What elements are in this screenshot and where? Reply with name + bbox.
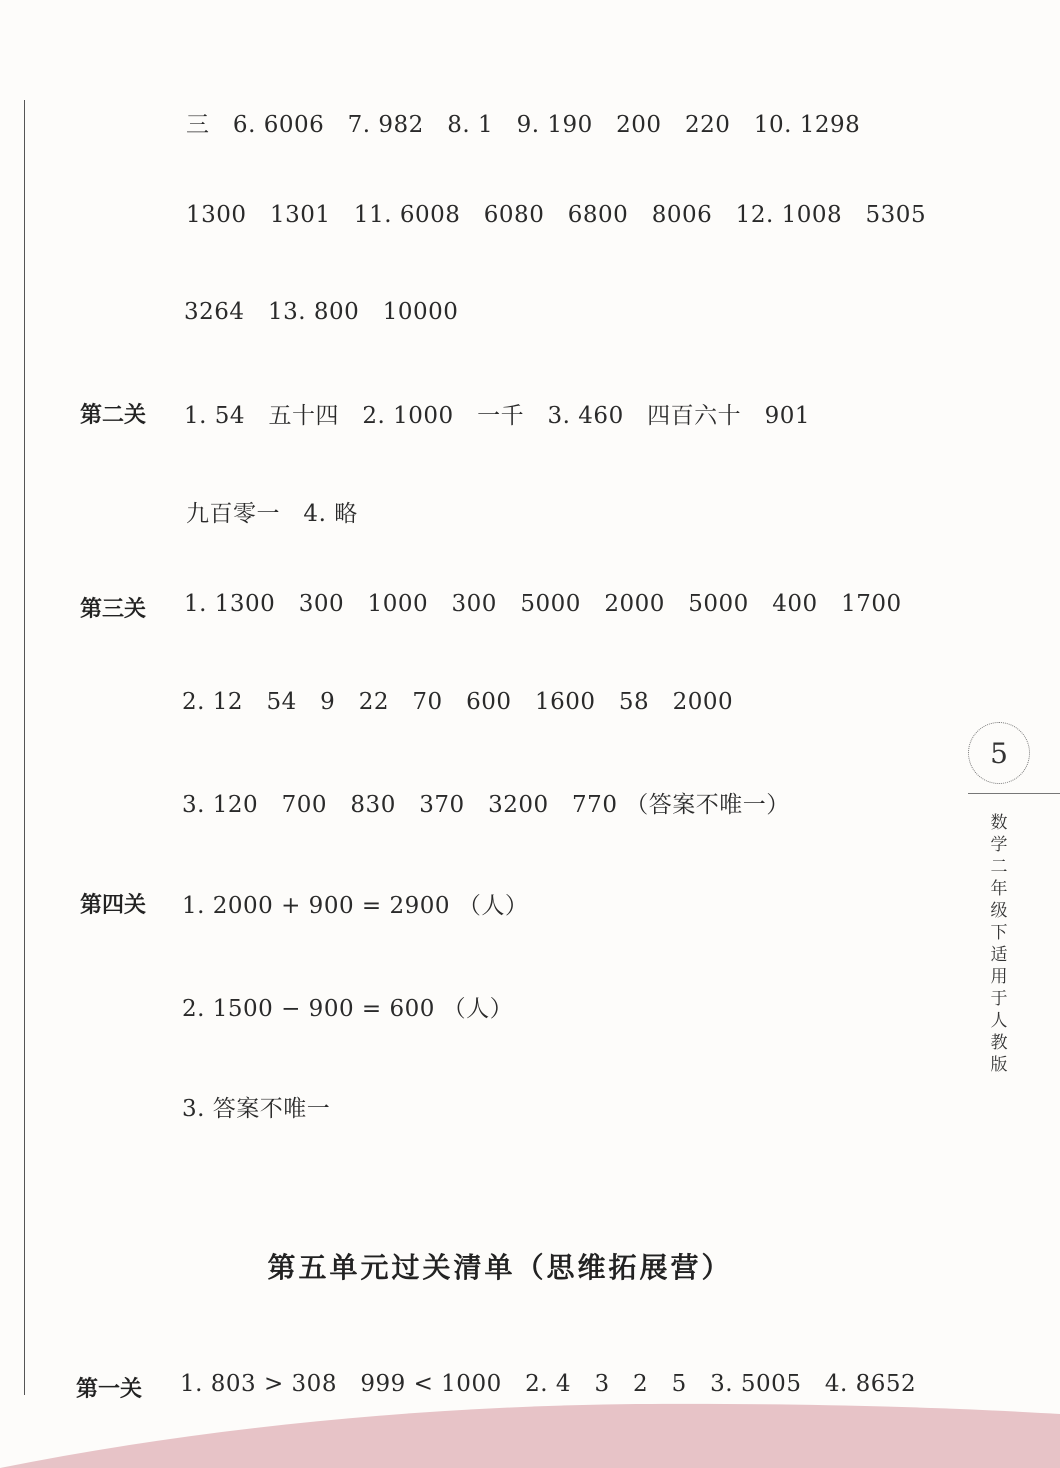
- side-rule: [968, 793, 1060, 794]
- answer-line-3: 3264 13. 800 10000: [184, 299, 459, 325]
- answer-line-5: 九百零一 4. 略: [186, 501, 358, 527]
- level-heading-1: 第一关: [76, 1377, 143, 1402]
- answer-line-9: 1. 2000 + 900 = 2900 （人）: [182, 893, 529, 919]
- level-heading-3: 第三关: [80, 597, 147, 622]
- side-book-label: 数学 二年级下 适用于人教版: [990, 813, 1008, 1075]
- left-margin-rule: [24, 100, 25, 1395]
- level-heading-2: 第二关: [80, 403, 147, 428]
- section-title: 第五单元过关清单（思维拓展营）: [267, 1251, 733, 1284]
- answer-line-12: 1. 803 > 308 999 < 1000 2. 4 3 2 5 3. 5005 4. 8652: [180, 1371, 917, 1397]
- answer-line-2: 1300 1301 11. 6008 6080 6800 8006 12. 1008 5305: [186, 202, 927, 228]
- page-number: 5: [990, 736, 1008, 770]
- bottom-pink-band: [0, 1388, 1060, 1468]
- answer-line-10: 2. 1500 − 900 = 600 （人）: [182, 996, 514, 1022]
- page-number-badge: [968, 722, 1030, 784]
- answer-line-1: 三 6. 6006 7. 982 8. 1 9. 190 200 220 10. 1298: [186, 112, 861, 138]
- level-heading-4: 第四关: [80, 893, 147, 918]
- answer-line-11: 3. 答案不唯一: [182, 1096, 331, 1122]
- bottom-pink-band-shape: [0, 1404, 1060, 1468]
- answer-line-8: 3. 120 700 830 370 3200 770 （答案不唯一）: [182, 792, 790, 818]
- answer-line-6: 1. 1300 300 1000 300 5000 2000 5000 400 1700: [184, 591, 902, 617]
- answer-line-4: 1. 54 五十四 2. 1000 一千 3. 460 四百六十 901: [184, 403, 810, 429]
- answer-line-7: 2. 12 54 9 22 70 600 1600 58 2000: [182, 689, 734, 715]
